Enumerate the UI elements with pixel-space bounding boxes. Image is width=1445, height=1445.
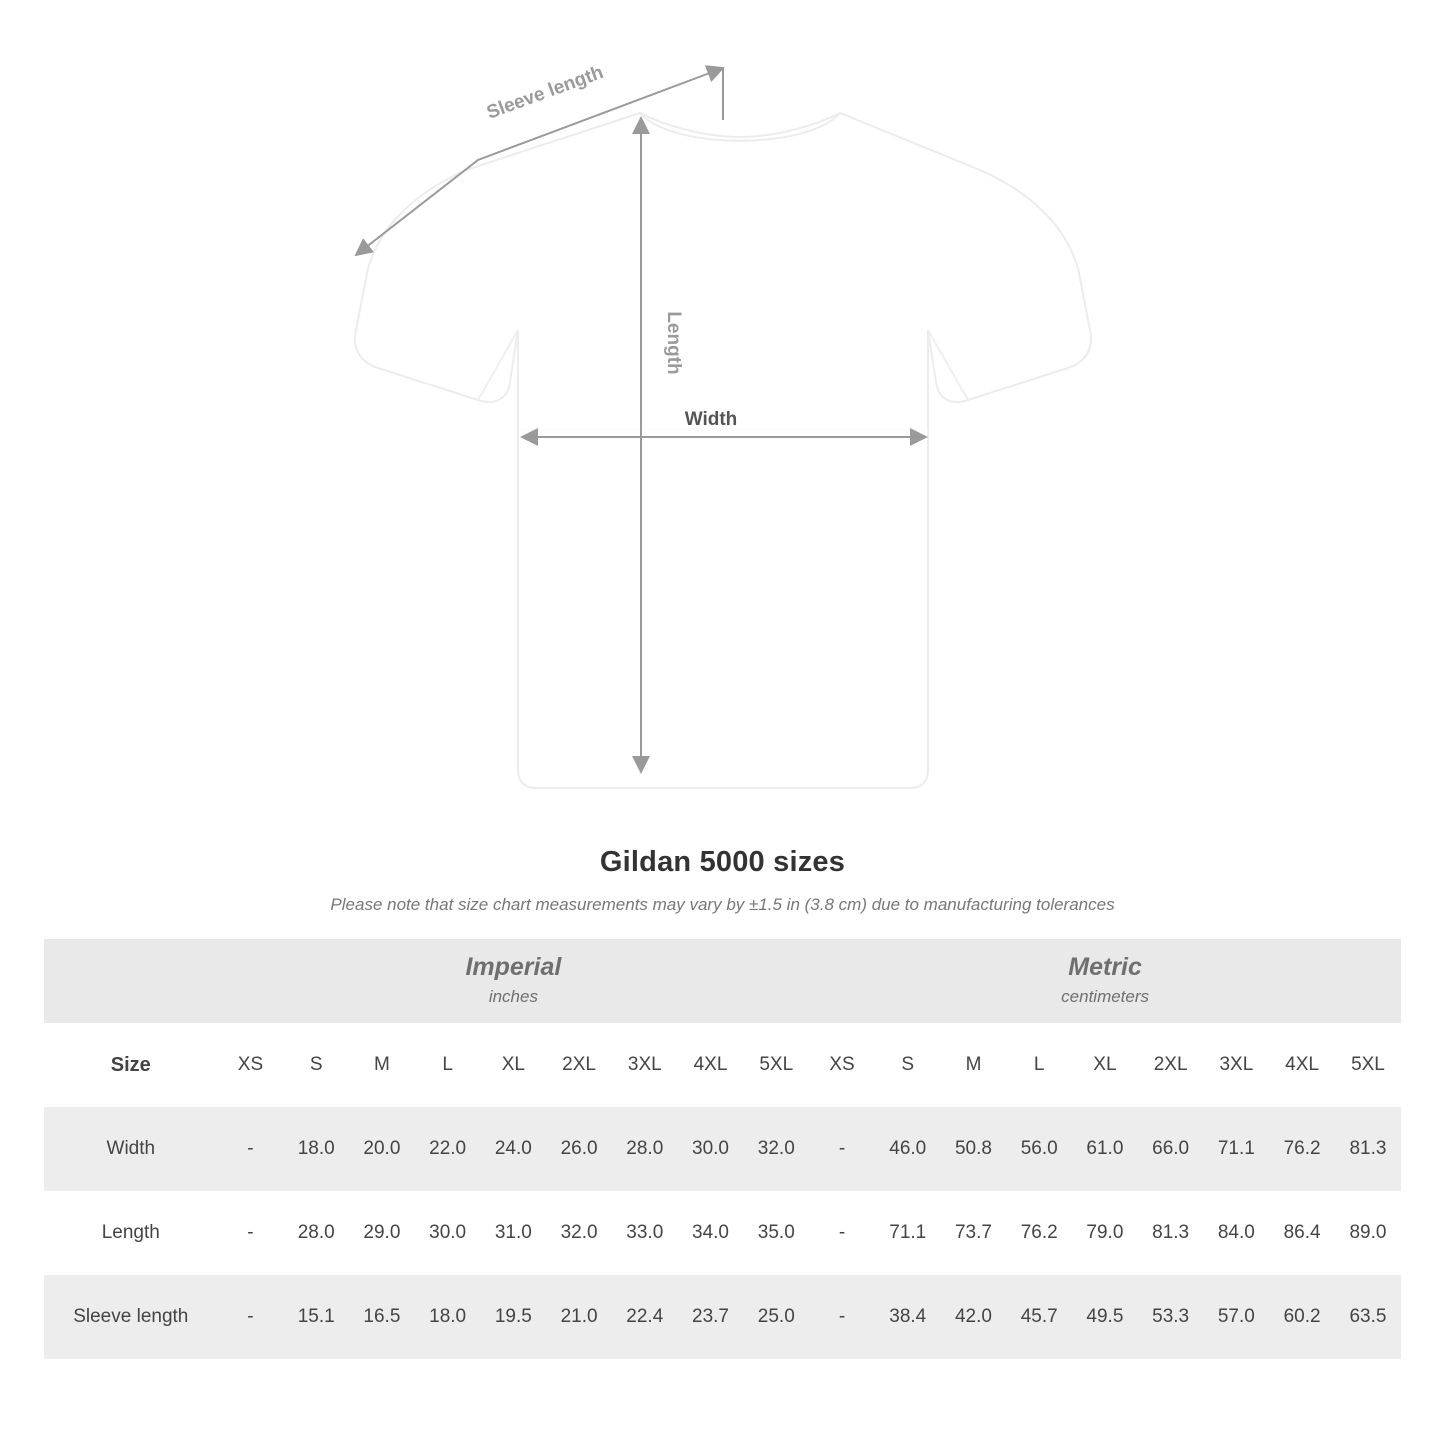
cell-length-imperial-s: 28.0 <box>283 1191 349 1275</box>
header-imperial-xs: XS <box>218 1023 284 1107</box>
unit-metric-name: Metric <box>1068 952 1142 981</box>
table-row <box>44 1191 1401 1275</box>
tshirt-shape <box>355 113 1091 788</box>
header-metric-xs: XS <box>809 1023 875 1107</box>
length-label: Length <box>663 311 684 375</box>
cell-width-imperial-2xl: 26.0 <box>546 1107 612 1191</box>
cell-sleeve-imperial-5xl: 25.0 <box>743 1275 809 1359</box>
cell-width-imperial-xs: - <box>218 1107 284 1191</box>
unit-imperial-name: Imperial <box>465 952 562 981</box>
cell-length-imperial-xs: - <box>218 1191 284 1275</box>
cell-width-imperial-xl: 24.0 <box>480 1107 546 1191</box>
cell-length-imperial-3xl: 33.0 <box>612 1191 678 1275</box>
cell-width-metric-2xl: 66.0 <box>1138 1107 1204 1191</box>
cell-sleeve-metric-xs: - <box>809 1275 875 1359</box>
chart-note: Please note that size chart measurements may vary by ±1.5 in (3.8 cm) due to manufacturing tolerances <box>330 895 1115 914</box>
cell-length-imperial-4xl: 34.0 <box>678 1191 744 1275</box>
cell-width-metric-xs: - <box>809 1107 875 1191</box>
cell-sleeve-metric-4xl: 60.2 <box>1269 1275 1335 1359</box>
cell-length-imperial-l: 30.0 <box>415 1191 481 1275</box>
header-imperial-l: L <box>415 1023 481 1107</box>
cell-sleeve-imperial-2xl: 21.0 <box>546 1275 612 1359</box>
cell-length-metric-xs: - <box>809 1191 875 1275</box>
header-metric-2xl: 2XL <box>1138 1023 1204 1107</box>
cell-sleeve-metric-xl: 49.5 <box>1072 1275 1138 1359</box>
cell-width-metric-3xl: 71.1 <box>1204 1107 1270 1191</box>
table-row <box>44 1275 1401 1359</box>
header-imperial-xl: XL <box>480 1023 546 1107</box>
row-label-width: Width <box>44 1107 218 1191</box>
header-imperial-5xl: 5XL <box>743 1023 809 1107</box>
cell-length-imperial-2xl: 32.0 <box>546 1191 612 1275</box>
unit-imperial-sub: inches <box>488 987 538 1007</box>
header-imperial-m: M <box>349 1023 415 1107</box>
cell-sleeve-imperial-xl: 19.5 <box>480 1275 546 1359</box>
row-label-length: Length <box>44 1191 218 1275</box>
cell-length-metric-5xl: 89.0 <box>1335 1191 1401 1275</box>
cell-length-metric-4xl: 86.4 <box>1269 1191 1335 1275</box>
cell-width-imperial-3xl: 28.0 <box>612 1107 678 1191</box>
header-metric-xl: XL <box>1072 1023 1138 1107</box>
cell-width-metric-s: 46.0 <box>875 1107 941 1191</box>
cell-sleeve-imperial-m: 16.5 <box>349 1275 415 1359</box>
cell-width-metric-xl: 61.0 <box>1072 1107 1138 1191</box>
cell-sleeve-metric-m: 42.0 <box>941 1275 1007 1359</box>
cell-sleeve-imperial-s: 15.1 <box>283 1275 349 1359</box>
cell-width-imperial-m: 20.0 <box>349 1107 415 1191</box>
header-metric-4xl: 4XL <box>1269 1023 1335 1107</box>
cell-width-metric-m: 50.8 <box>941 1107 1007 1191</box>
cell-length-imperial-m: 29.0 <box>349 1191 415 1275</box>
table-row <box>44 1107 1401 1191</box>
unit-metric <box>809 939 1401 1023</box>
width-label: Width <box>684 409 738 430</box>
cell-sleeve-imperial-3xl: 22.4 <box>612 1275 678 1359</box>
row-label-sleeve-length: Sleeve length <box>44 1275 218 1359</box>
cell-width-imperial-4xl: 30.0 <box>678 1107 744 1191</box>
cell-length-metric-2xl: 81.3 <box>1138 1191 1204 1275</box>
header-size-label: Size <box>44 1023 218 1107</box>
unit-metric-sub: centimeters <box>1061 987 1150 1007</box>
header-imperial-2xl: 2XL <box>546 1023 612 1107</box>
cell-length-metric-m: 73.7 <box>941 1191 1007 1275</box>
cell-width-imperial-s: 18.0 <box>283 1107 349 1191</box>
size-table-wrap <box>44 939 1401 1359</box>
cell-width-imperial-5xl: 32.0 <box>743 1107 809 1191</box>
cell-sleeve-imperial-xs: - <box>218 1275 284 1359</box>
cell-sleeve-metric-3xl: 57.0 <box>1204 1275 1270 1359</box>
cell-sleeve-imperial-4xl: 23.7 <box>678 1275 744 1359</box>
size-table <box>44 939 1401 1359</box>
header-imperial-3xl: 3XL <box>612 1023 678 1107</box>
unit-spacer <box>44 939 218 1023</box>
cell-sleeve-metric-s: 38.4 <box>875 1275 941 1359</box>
cell-length-metric-xl: 79.0 <box>1072 1191 1138 1275</box>
cell-sleeve-imperial-l: 18.0 <box>415 1275 481 1359</box>
unit-imperial <box>218 939 810 1023</box>
header-metric-m: M <box>941 1023 1007 1107</box>
cell-width-metric-l: 56.0 <box>1006 1107 1072 1191</box>
header-metric-s: S <box>875 1023 941 1107</box>
header-metric-3xl: 3XL <box>1204 1023 1270 1107</box>
cell-length-metric-s: 71.1 <box>875 1191 941 1275</box>
cell-length-metric-3xl: 84.0 <box>1204 1191 1270 1275</box>
cell-sleeve-metric-2xl: 53.3 <box>1138 1275 1204 1359</box>
header-imperial-4xl: 4XL <box>678 1023 744 1107</box>
sleeve-length-label: Sleeve length <box>483 62 607 124</box>
cell-width-imperial-l: 22.0 <box>415 1107 481 1191</box>
title-block <box>0 846 1445 915</box>
cell-sleeve-metric-l: 45.7 <box>1006 1275 1072 1359</box>
header-metric-l: L <box>1006 1023 1072 1107</box>
unit-header-row <box>44 939 1401 1023</box>
chart-title: Gildan 5000 sizes <box>599 846 846 878</box>
header-imperial-s: S <box>283 1023 349 1107</box>
cell-length-imperial-5xl: 35.0 <box>743 1191 809 1275</box>
cell-width-metric-4xl: 76.2 <box>1269 1107 1335 1191</box>
header-metric-5xl: 5XL <box>1335 1023 1401 1107</box>
size-header-row <box>44 1023 1401 1107</box>
cell-sleeve-metric-5xl: 63.5 <box>1335 1275 1401 1359</box>
cell-length-metric-l: 76.2 <box>1006 1191 1072 1275</box>
cell-length-imperial-xl: 31.0 <box>480 1191 546 1275</box>
cell-width-metric-5xl: 81.3 <box>1335 1107 1401 1191</box>
